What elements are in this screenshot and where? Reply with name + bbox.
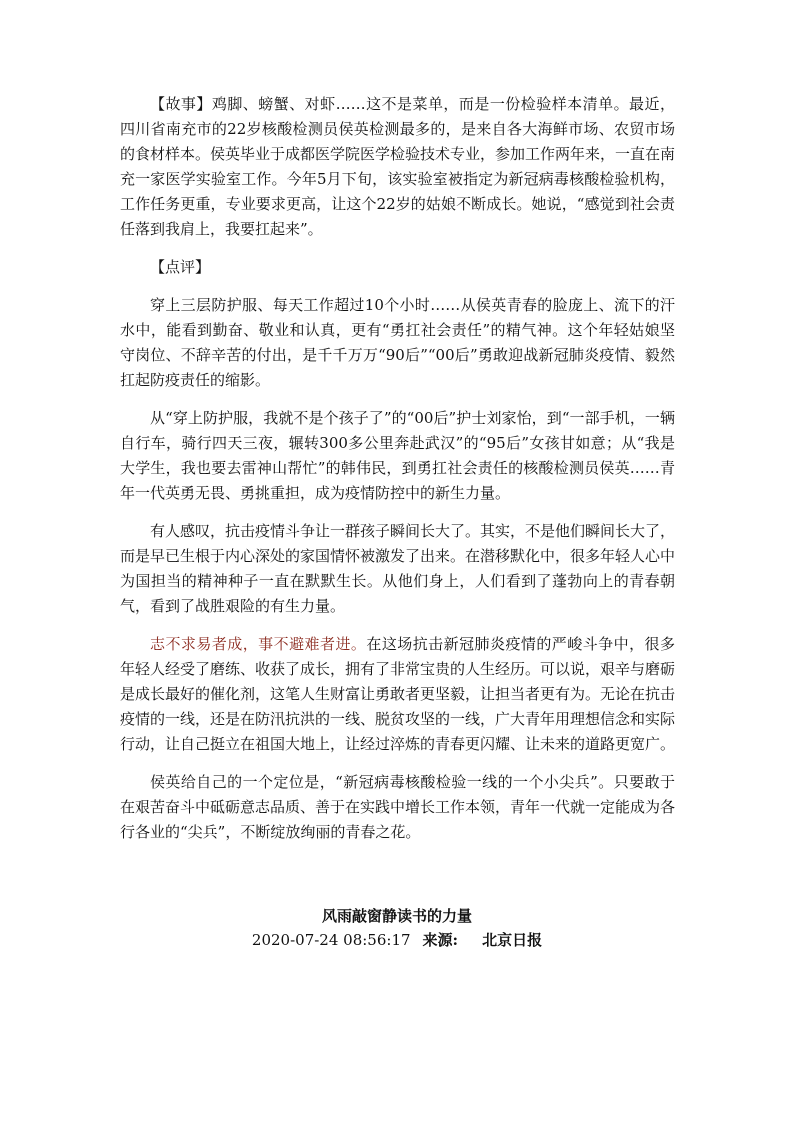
comment-paragraph-4	[120, 632, 675, 757]
next-article-header	[0, 905, 794, 951]
source-name: 北京日报	[482, 931, 543, 949]
comment-paragraph-5: 侯英给自己的一个定位是，“新冠病毒核酸检验一线的一个小尖兵”。只要敢于在艰苦奋斗中砥砺意志品质、善于在实践中增长工作本领，青年一代就一定能成为各行各业的“尖兵”，不断绽放绚丽的青春之花。	[120, 773, 676, 841]
next-article-title[interactable]: 风雨敲窗静读书的力量	[321, 907, 472, 925]
publish-datetime: 2020-07-24 08:56:17	[251, 931, 411, 949]
comment-paragraph-4-text: 在这场抗击新冠肺炎疫情的严峻斗争中，很多年轻人经受了磨练、收获了成长，拥有了非常宝贵的人生经历。可以说，艰辛与磨砺是成长最好的催化剂，这笔人生财富让勇敢者更坚毅，让担当者更有为。无论在抗击疫情的一线，还是在防汛抗洪的一线、脱贫攻坚的一线，广大青年用理想信念和实际行动，让自己挺立在祖国大地上，让经过淬炼的青春更闪耀、让未来的道路更宽广。	[120, 635, 676, 753]
story-tag: 【故事】	[150, 95, 212, 113]
article-body	[120, 92, 675, 845]
comment-heading: 【点评】	[150, 258, 211, 276]
next-article-meta	[0, 929, 794, 951]
comment-paragraph-1: 穿上三层防护服、每天工作超过10个小时……从侯英青春的脸庞上、流下的汗水中，能看到勤奋、敬业和认真，更有“勇扛社会责任”的精气神。这个年轻姑娘坚守岗位、不辞辛苦的付出，是千千万万“90后”“00后”勇敢迎战新冠肺炎疫情、毅然扛起防疫责任的缩影。	[120, 296, 675, 389]
highlighted-quote: 志不求易者成，事不避难者进。	[150, 635, 367, 653]
source-label: 来源:	[422, 931, 459, 949]
story-text: 鸡脚、螃蟹、对虾……这不是菜单，而是一份检验样本清单。最近，四川省南充市的22岁核酸检测员侯英检测最多的，是来自各大海鲜市场、农贸市场的食材样本。侯英毕业于成都医学院医学检验技术专业，参加工作两年来，一直在南充一家医学实验室工作。今年5月下旬，该实验室被指定为新冠病毒核酸检验机构，工作任务更重，专业要求更高，让这个22岁的姑娘不断成长。她说，“感觉到社会责任落到我肩上，我要扛起来”。	[120, 95, 676, 238]
comment-paragraph-3: 有人感叹，抗击疫情斗争让一群孩子瞬间长大了。其实，不是他们瞬间长大了，而是早已生根于内心深处的家国情怀被激发了出来。在潜移默化中，很多年轻人心中为国担当的精神种子一直在默默生长。从他们身上，人们看到了蓬勃向上的青春朝气，看到了战胜艰险的有生力量。	[120, 522, 676, 615]
story-paragraph	[120, 92, 675, 242]
comment-paragraph-2: 从“穿上防护服，我就不是个孩子了”的“00后”护士刘家怡，到“一部手机，一辆自行车，骑行四天三夜，辗转300多公里奔赴武汉”的“95后”女孩甘如意；从“我是大学生，我也要去雷神山帮忙”的韩伟民，到勇扛社会责任的核酸检测员侯英……青年一代英勇无畏、勇挑重担，成为疫情防控中的新生力量。	[120, 409, 675, 502]
